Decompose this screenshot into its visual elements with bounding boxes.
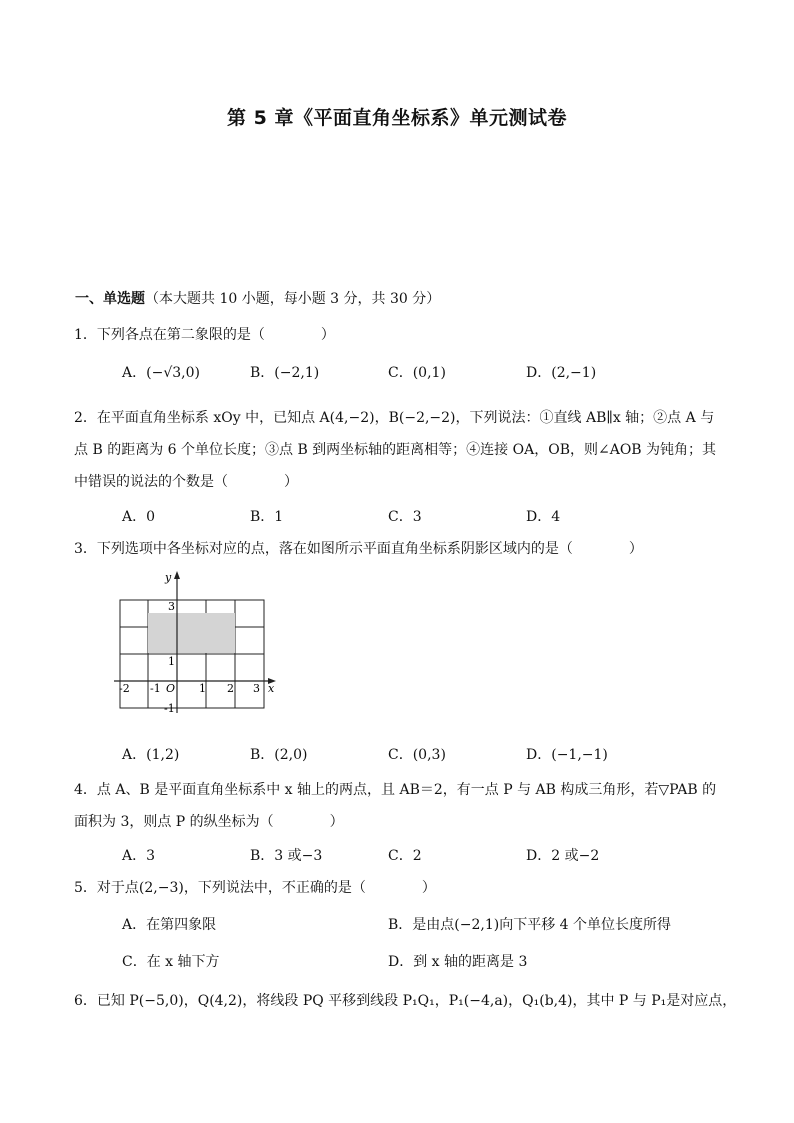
q1-option-d: D．(2,−1)	[526, 365, 597, 381]
section-heading	[75, 288, 440, 308]
question-number: 3．	[74, 541, 97, 557]
x-axis-label: x	[268, 682, 275, 695]
question-text: 在平面直角坐标系 xOy 中，已知点 A(4,−2)，B(−2,−2)，下列说法：①直线 AB∥x 轴；②点 A 与点 B 的距离为 6 个单位长度；③点 B 到两坐标轴的距离相等；④连接 OA，OB，则∠AOB 为钝角；其中错误的说法的个数是（ ）	[74, 410, 717, 490]
q1-option-b: B．(−2,1)	[250, 365, 320, 381]
origin-label: O	[166, 682, 176, 695]
question-2	[74, 402, 722, 498]
question-text: 已知 P(−5,0)，Q(4,2)，将线段 PQ 平移到线段 P₁Q₁，P₁(−4,a)，Q₁(b,4)，其中 P 与 P₁是对应点，	[96, 993, 737, 1009]
question-number: 4．	[74, 782, 97, 798]
q3-option-c: C．(0,3)	[388, 747, 446, 763]
x-tick-label: -2	[119, 682, 130, 695]
question-text: 下列各点在第二象限的是（ ）	[96, 327, 335, 343]
section-heading-note: （本大题共 10 小题，每小题 3 分，共 30 分）	[145, 291, 441, 307]
question-number: 6．	[74, 993, 97, 1009]
x-tick-label: 3	[253, 682, 260, 695]
q4-option-d: D．2 或−2	[526, 848, 600, 864]
q5-option-c: C．在 x 轴下方	[122, 954, 220, 970]
q4-option-b: B．3 或−3	[250, 848, 323, 864]
section-heading-label: 一、单选题	[75, 291, 145, 307]
q5-option-a: A．在第四象限	[122, 917, 217, 933]
q3-option-b: B．(2,0)	[250, 747, 308, 763]
question-5	[74, 877, 436, 897]
question-number: 1．	[74, 327, 97, 343]
q1-option-c: C．(0,1)	[388, 365, 446, 381]
question-text: 下列选项中各坐标对应的点，落在如图所示平面直角坐标系阴影区域内的是（ ）	[96, 541, 643, 557]
q1-option-a: A．(−√3,0)	[122, 365, 200, 381]
q2-option-c: C．3	[388, 509, 422, 525]
y-axis-arrow	[174, 571, 180, 579]
question-number: 5．	[74, 880, 97, 896]
question-4	[74, 774, 722, 838]
question-3	[74, 538, 643, 558]
q2-option-b: B．1	[250, 509, 284, 525]
q2-option-d: D．4	[526, 509, 561, 525]
y-tick-label: 1	[168, 655, 175, 668]
page-title: 第 5 章《平面直角坐标系》单元测试卷	[227, 107, 567, 129]
question-text: 点 A、B 是平面直角坐标系中 x 轴上的两点，且 AB＝2，有一点 P 与 AB 构成三角形，若▽PAB 的面积为 3，则点 P 的纵坐标为（ ）	[74, 782, 717, 830]
shaded-region	[148, 613, 235, 653]
q3-option-a: A．(1,2)	[122, 747, 180, 763]
q2-option-a: A．0	[122, 509, 156, 525]
q3-option-d: D．(−1,−1)	[526, 747, 608, 763]
y-axis-label: y	[165, 571, 172, 584]
question-6	[74, 990, 736, 1010]
question-number: 2．	[74, 410, 97, 426]
x-tick-label: -1	[150, 682, 161, 695]
question-1	[74, 324, 335, 344]
x-tick-label: 1	[199, 682, 206, 695]
x-tick-label: 2	[227, 682, 234, 695]
coordinate-grid-figure	[110, 568, 282, 718]
y-tick-label: 3	[168, 600, 175, 613]
q5-option-d: D．到 x 轴的距离是 3	[388, 954, 528, 970]
question-text: 对于点(2,−3)，下列说法中，不正确的是（ ）	[96, 880, 436, 896]
y-tick-label: -1	[164, 702, 175, 715]
q4-option-a: A．3	[122, 848, 156, 864]
q4-option-c: C．2	[388, 848, 422, 864]
q5-option-b: B．是由点(−2,1)向下平移 4 个单位长度所得	[388, 917, 672, 933]
